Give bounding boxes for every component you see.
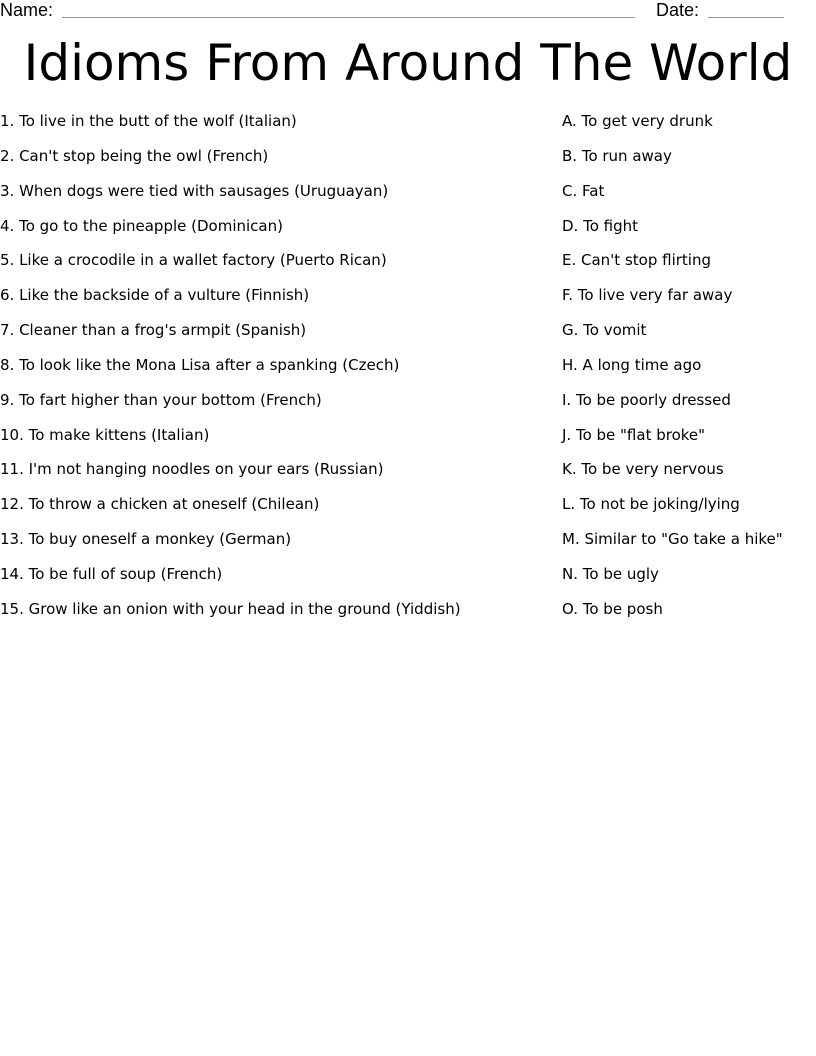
answer-item: M. Similar to "Go take a hike" [562,530,783,549]
clue-item: 4. To go to the pineapple (Dominican) [0,216,283,235]
clue-item: 14. To be full of soup (French) [0,564,223,583]
answer-item: C. Fat [562,181,605,200]
clue-item: 1. To live in the butt of the wolf (Italian) [0,112,297,130]
answer-item: J. To be "flat broke" [562,425,706,444]
answer-item: A. To get very drunk [562,112,713,130]
date-blank-line[interactable] [708,17,784,18]
answer-item: F. To live very far away [562,286,733,305]
clue-list [0,111,540,634]
clue-item: 11. I'm not hanging noodles on your ears (Russian) [0,460,384,479]
name-label: Name: [0,0,54,20]
answer-list [562,111,816,634]
date-label: Date: [656,0,700,20]
name-blank-line[interactable] [62,17,635,18]
clue-item: 8. To look like the Mona Lisa after a spanking (Czech) [0,355,400,374]
clue-item: 7. Cleaner than a frog's armpit (Spanish) [0,321,307,340]
clue-item: 6. Like the backside of a vulture (Finnish) [0,286,310,305]
worksheet-header [0,0,816,22]
answer-item: D. To fight [562,216,639,235]
answer-item: E. Can't stop flirting [562,251,711,270]
clue-item: 2. Can't stop being the owl (French) [0,146,269,165]
clue-item: 15. Grow like an onion with your head in the ground (Yiddish) [0,599,461,618]
answer-item: I. To be poorly dressed [562,390,731,409]
clue-item: 3. When dogs were tied with sausages (Uruguayan) [0,181,389,200]
clue-item: 13. To buy oneself a monkey (German) [0,530,292,549]
answer-item: G. To vomit [562,321,647,340]
answer-item: K. To be very nervous [562,460,724,479]
clue-item: 10. To make kittens (Italian) [0,425,210,444]
answer-item: L. To not be joking/lying [562,495,740,514]
answer-item: N. To be ugly [562,564,659,583]
clue-item: 5. Like a crocodile in a wallet factory (Puerto Rican) [0,251,387,270]
answer-item: O. To be posh [562,599,663,618]
clue-item: 12. To throw a chicken at oneself (Chilean) [0,495,320,514]
answer-item: B. To run away [562,146,672,165]
page-title: Idioms From Around The World [23,34,793,92]
clue-item: 9. To fart higher than your bottom (French) [0,390,322,409]
answer-item: H. A long time ago [562,355,702,374]
